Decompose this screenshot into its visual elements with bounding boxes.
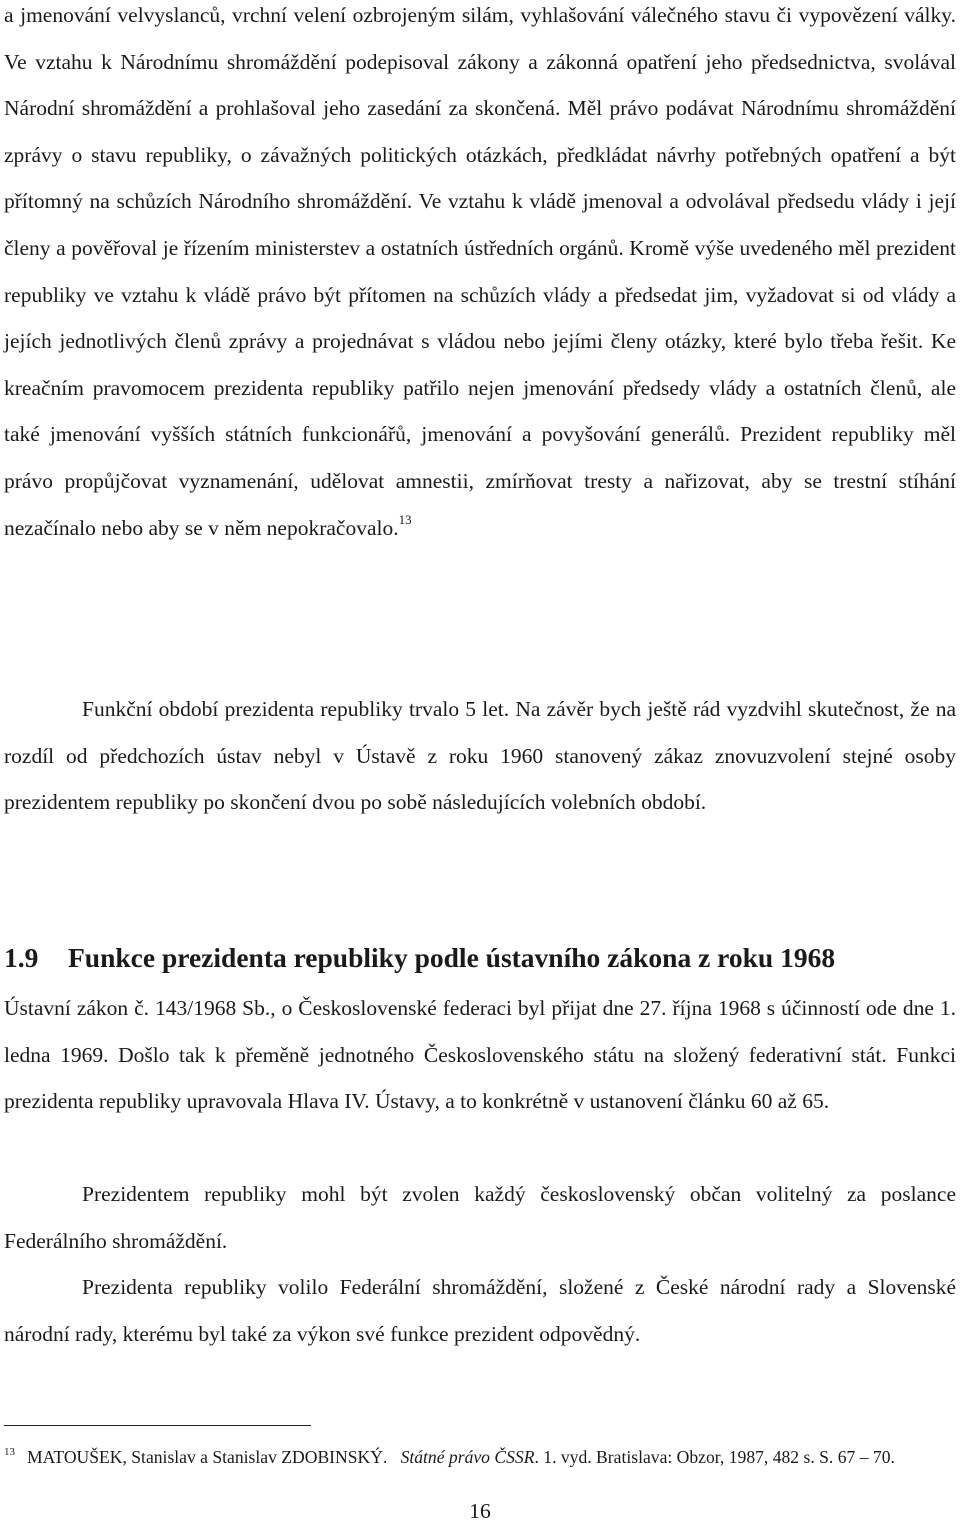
footnote-book-title: Státné právo ČSSR (400, 1447, 535, 1467)
footnote-publication: . 1. vyd. Bratislava: Obzor, 1987, 482 s. S. 67 – 70. (534, 1447, 895, 1467)
paragraph-constitutional-act: Ústavní zákon č. 143/1968 Sb., o Československé federaci byl přijat dne 27. října 1968 s účinností ode dne 1. ledna 1969. Došlo tak k přeměně jednotného Československého státu na složený federativní stát. Funkci prezidenta republiky upravovala Hlava IV. Ústavy, a to konkrétně v ustanovení článku 60 až 65. (4, 996, 956, 1114)
page-number: 16 (469, 1499, 491, 1523)
footnote-separator (4, 1425, 311, 1426)
paragraph-text: a jmenování velvyslanců, vrchní velení ozbrojeným silám, vyhlašování válečného stavu či vypovězení války. Ve vztahu k Národnímu shromáždění podepisoval zákony a zákonná opatření jeho předsednictva, svolával Národní shromáždění a prohlašoval jeho zasedání za skončená. Měl právo podávat Národnímu shromáždění zprávy o stavu republiky, o závažných politických otázkách, předkládat návrhy potřebných opatření a být přítomný na schůzích Národního shromáždění. Ve vztahu k vládě jmenoval a odvolával předsedu vlády i její členy a pověřoval je řízením ministerstev a ostatních ústředních orgánů. Kromě výše uvedeného měl prezident republiky ve vztahu k vládě právo být přítomen na schůzích vlády a předsedat jim, vyžadovat si od vlády a jejích jednotlivých členů zprávy a projednávat s vládou nebo jejími členy otázky, které bylo třeba řešit. Ke kreačním pravomocem prezidenta republiky patřilo nejen jmenování předsedy vlády a ostatních členů, ale také jmenování vyšších státních funkcionářů, jmenování a povyšování generálů. Prezident republiky měl právo propůjčovat vyznamenání, udělovat amnestii, zmírňovat tresty a nařizovat, aby se trestní stíhání nezačínalo nebo aby se v něm nepokračovalo. (4, 3, 956, 540)
document-page (4, 0, 956, 1524)
section-title: Funkce prezidenta republiky podle ústavního zákona z roku 1968 (68, 942, 836, 973)
footnote-reference[interactable]: 13 (398, 511, 412, 527)
footnote-number: 13 (4, 1446, 15, 1458)
paragraph-eligibility: Prezidentem republiky mohl být zvolen každý československý občan volitelný za poslance Federálního shromáždění. (4, 1182, 956, 1253)
footnote (4, 1444, 956, 1471)
paragraph-term-of-office: Funkční období prezidenta republiky trvalo 5 let. Na závěr bych ještě rád vyzdvihl skutečnost, že na rozdíl od předchozích ústav nebyl v Ústavě z roku 1960 stanovený zákaz znovuzvolení stejné osoby prezidentem republiky po skončení dvou po sobě následujících volebních období. (4, 697, 956, 815)
paragraph-presidential-powers (4, 0, 956, 551)
paragraph-election: Prezidenta republiky volilo Federální shromáždění, složené z České národní rady a Slovenské národní rady, kterému byl také za výkon své funkce prezident odpovědný. (4, 1275, 956, 1346)
footnote-authors: MATOUŠEK, Stanislav a Stanislav ZDOBINSKÝ. (27, 1447, 388, 1467)
section-heading (4, 936, 960, 980)
section-number: 1.9 (4, 942, 39, 973)
